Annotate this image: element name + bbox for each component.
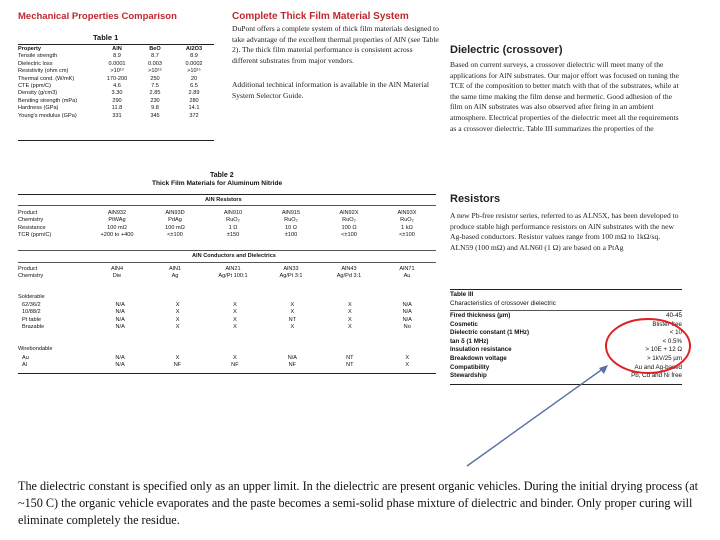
table-cell: >10¹⁵ <box>187 68 201 75</box>
table-cell: 11.8 <box>111 105 123 112</box>
table-cell: 100 mΩ <box>165 224 185 231</box>
table-cell: NF <box>173 362 182 369</box>
table-cell: AlN932 <box>107 210 127 216</box>
table-cell: N/A <box>115 309 125 316</box>
table-cell: X <box>233 355 237 361</box>
table-cell: 6.5 <box>190 83 198 90</box>
table-cell: 0.0001 <box>108 60 126 67</box>
table-cell: >10¹⁵ <box>148 68 162 75</box>
table-cell: X <box>290 309 295 316</box>
table-cell: Au <box>403 273 411 280</box>
solderable-label: Solderable <box>18 294 45 300</box>
table-cell: No <box>403 324 411 331</box>
table-cell: < 0.5% <box>662 337 682 345</box>
table-cell: 9.8 <box>151 105 159 112</box>
table-cell: X <box>347 302 352 308</box>
table-cell: X <box>175 302 180 308</box>
table-cell: Dielectric loss <box>18 60 53 67</box>
table-cell: AlN21 <box>225 266 241 272</box>
table-cell: 8.7 <box>151 53 159 60</box>
table-cell: > 1kV/25 µm <box>646 354 682 362</box>
table-cell: Product <box>18 266 38 272</box>
table-cell: 1 Ω <box>228 224 238 231</box>
table-cell: X <box>233 324 237 331</box>
table-cell: N/A <box>287 355 298 361</box>
table-cell: 170-200 <box>106 75 128 82</box>
table-cell: 8.9 <box>113 53 121 60</box>
table-cell: AlN915 <box>281 210 301 216</box>
table-cell: N/A <box>115 324 125 331</box>
table-cell: AlN71 <box>399 266 415 272</box>
table-cell: TCR (ppm/C) <box>18 232 52 239</box>
table-cell: X <box>233 316 237 323</box>
table1-header: BeO <box>149 46 161 52</box>
table-cell: Blister free <box>652 320 682 328</box>
table-cell: X <box>175 309 180 316</box>
table-cell: AlN92X <box>339 210 359 216</box>
resistors-heading: Resistors <box>450 193 501 205</box>
table-cell: X <box>347 324 352 331</box>
table-cell: 10 Ω <box>285 224 297 231</box>
table-cell: N/A <box>115 316 125 323</box>
table-cell: X <box>175 316 180 323</box>
table-cell: <±100 <box>341 232 357 239</box>
table-cell: AlN93D <box>165 210 185 216</box>
table-cell: NT <box>346 362 354 369</box>
table-cell: Ag/Pt 100:1 <box>218 273 248 280</box>
table-cell: Tensile strength <box>18 53 58 60</box>
table-cell: N/A <box>115 355 125 361</box>
table-cell: N/A <box>402 309 412 316</box>
table-cell: 4.6 <box>113 83 121 90</box>
table-cell: N/A <box>115 362 125 369</box>
table-cell: N/A <box>402 316 412 323</box>
table-cell: Resistance <box>18 224 46 231</box>
pointer-arrow <box>467 368 604 466</box>
table-cell: 280 <box>189 97 199 104</box>
table-cell: X <box>290 324 295 331</box>
table-cell: AlN93X <box>397 210 417 216</box>
table-cell: Ag/Pt 3:1 <box>279 273 303 280</box>
table-cell: NT <box>288 316 297 323</box>
table-cell: 290 <box>112 97 122 104</box>
table-cell: 2.85 <box>149 90 161 97</box>
table-cell: PdAg <box>168 217 182 224</box>
table-cell: Product <box>18 210 38 216</box>
table-cell: Hardness (GPa) <box>18 105 59 112</box>
table3-title: Table III <box>450 291 474 298</box>
table-cell: Insulation resistance <box>450 346 512 354</box>
table2-subtitle: Thick Film Materials for Aluminum Nitride <box>152 180 283 187</box>
table-cell: > 10E + 12 Ω <box>645 346 682 354</box>
table-cell: Breakdown voltage <box>450 354 507 362</box>
table-cell: Pb, Cd and Ni free <box>631 372 682 380</box>
table-cell: tan δ (1 MHz) <box>450 337 489 345</box>
table-cell: Brazable <box>22 324 45 331</box>
table-cell: AlN1 <box>168 266 182 272</box>
dielectric-paragraph: Based on current surveys, a crossover dielectric will meet many of the applications for AlN substrates. Our major effort was focused on tuning the TCE of the composition to better match with that of the substrates, while at the same time making the film dense and hermetic. Good adhesion of the film on AlN substrates was also observed after firing in an ambient atmosphere. Electrical properties of the dielectric meet all the requirements as a crossover dielectric. Table III summarizes the properties of the <box>450 60 679 133</box>
table-cell: X <box>290 302 295 308</box>
resistors-paragraph: A new Pb-free resistor series, referred to as ALN5X, has been developed to produce stable high performance resistors on AlN substrates with the new Ag-based conductors. Resistor values range from 100 mΩ to 1kΩ/sq. ALN59 (100 mΩ) and ALN60 (1 Ω) are based on a PtAg <box>450 211 679 252</box>
table-cell: Resistivity (ohm cm) <box>18 68 69 75</box>
table-cell: Die <box>112 273 122 280</box>
table-cell: AlN4 <box>110 266 124 272</box>
table-cell: X <box>405 355 410 361</box>
table1-header: Al2O3 <box>185 46 203 52</box>
table-cell: Au and Ag-based <box>634 363 682 371</box>
table-cell: 345 <box>150 112 160 119</box>
table-cell: RuO₂ <box>400 217 414 224</box>
system-paragraph: DuPont offers a complete system of thick film materials designed to take advantage of the excellent thermal properties of AlN (see Table 2). The thick film material performance is consistent across different substrates from major vendors. <box>232 24 439 65</box>
table-cell: Stewardship <box>450 372 487 380</box>
table-cell: 100 mΩ <box>107 224 127 231</box>
table-cell: Ag/Pd 3:1 <box>336 273 362 280</box>
table-cell: N/A <box>115 302 125 308</box>
table-cell: 331 <box>112 112 122 119</box>
table-cell: X <box>233 302 237 308</box>
table2-title: Table 2 <box>210 172 234 179</box>
pointer-arrowhead <box>599 365 608 374</box>
table-cell: 7.5 <box>151 83 159 90</box>
table-cell: < 10 <box>669 329 682 337</box>
table1-title: Table 1 <box>93 33 119 42</box>
table-cell: PtWAg <box>108 217 126 224</box>
table-cell: 8.9 <box>190 53 198 60</box>
table-cell: +200 to +400 <box>100 232 134 239</box>
mechanical-properties-heading: Mechanical Properties Comparison <box>18 11 177 22</box>
table2-band-resistors: AlN Resistors <box>205 197 242 203</box>
table-cell: 100 Ω <box>341 224 357 231</box>
table-cell: X <box>175 324 180 331</box>
table-cell: RuO₂ <box>284 217 298 224</box>
table-cell: <±100 <box>399 232 415 239</box>
table-cell: Thermal cond. (W/mK) <box>18 75 75 82</box>
table-cell: Dielectric constant (1 MHz) <box>450 329 530 337</box>
table1-header: Property <box>18 46 42 52</box>
table-cell: X <box>233 309 237 316</box>
table-cell: AlN910 <box>223 210 243 216</box>
table1-header: AlN <box>112 46 122 52</box>
table-cell: ±100 <box>284 232 298 239</box>
system-paragraph-2: Additional technical information is available in the AlN Material System Selector Guide. <box>232 80 429 100</box>
table-cell: Bending strength (mPa) <box>18 97 78 104</box>
table-cell: NF <box>231 362 239 369</box>
table-cell: RuO₂ <box>226 217 240 224</box>
table-cell: Young's modulus (GPa) <box>18 112 77 119</box>
highlight-ellipse <box>606 319 690 373</box>
table-cell: 2.89 <box>188 90 200 97</box>
table-cell: NF <box>288 362 297 369</box>
table-cell: X <box>347 309 352 316</box>
table-cell: <±100 <box>167 232 183 239</box>
table-cell: Ag <box>171 273 179 280</box>
table-cell: 14.1 <box>188 105 200 112</box>
table-cell: 62/36/2 <box>22 302 41 308</box>
table-cell: 0.003 <box>148 60 162 67</box>
table-cell: 250 <box>150 75 160 82</box>
table-cell: 0.0002 <box>185 60 203 67</box>
table3-subtitle: Characteristics of crossover dielectric <box>450 300 556 307</box>
table-cell: 3.30 <box>111 90 123 97</box>
table-cell: X <box>405 362 410 369</box>
table-cell: 372 <box>189 112 199 119</box>
table2-band-conductors: AlN Conductors and Dielectrics <box>192 253 276 259</box>
table-cell: 10/88/2 <box>22 309 41 316</box>
dielectric-heading: Dielectric (crossover) <box>450 44 563 56</box>
table-cell: Au <box>22 355 29 361</box>
wirebondable-label: Wirebondable <box>18 346 53 352</box>
table-cell: Pt table <box>22 316 41 323</box>
table-cell: 40-45 <box>666 312 682 319</box>
thick-film-system-heading: Complete Thick Film Material System <box>232 11 409 22</box>
table-cell: X <box>347 316 352 323</box>
caption-text: The dielectric constant is specified only as an upper limit. In the dielectric are present organic vehicles. During the initial drying process (at ~150 C) the organic vehicle evaporates and the paste becomes a semi-solid phase mixture of dielectric and binder. Only proper curing will eliminate completely the residue. <box>18 479 699 527</box>
table-cell: RuO₂ <box>342 217 356 224</box>
table-cell: Al <box>22 362 27 369</box>
table-cell: ±150 <box>226 232 240 239</box>
table-cell: 230 <box>150 97 160 104</box>
table-cell: Density (g/cm3) <box>18 90 58 97</box>
table-cell: Cosmetic <box>450 320 478 328</box>
table-cell: AlN43 <box>341 266 357 272</box>
table-cell: X <box>175 355 180 361</box>
table-cell: N/A <box>402 302 412 308</box>
table-cell: Chemistry <box>18 217 44 224</box>
table-cell: >10¹³ <box>110 68 124 75</box>
table-cell: 20 <box>190 75 198 82</box>
table-cell: 1 kΩ <box>401 224 413 231</box>
table-cell: CTE (ppm/C) <box>18 83 51 90</box>
table-cell: Compatibility <box>450 363 490 371</box>
table-cell: Chemistry <box>18 273 44 280</box>
table-cell: NT <box>346 355 354 361</box>
table-cell: AlN33 <box>283 266 299 272</box>
table-cell: Fired thickness (µm) <box>450 312 511 319</box>
